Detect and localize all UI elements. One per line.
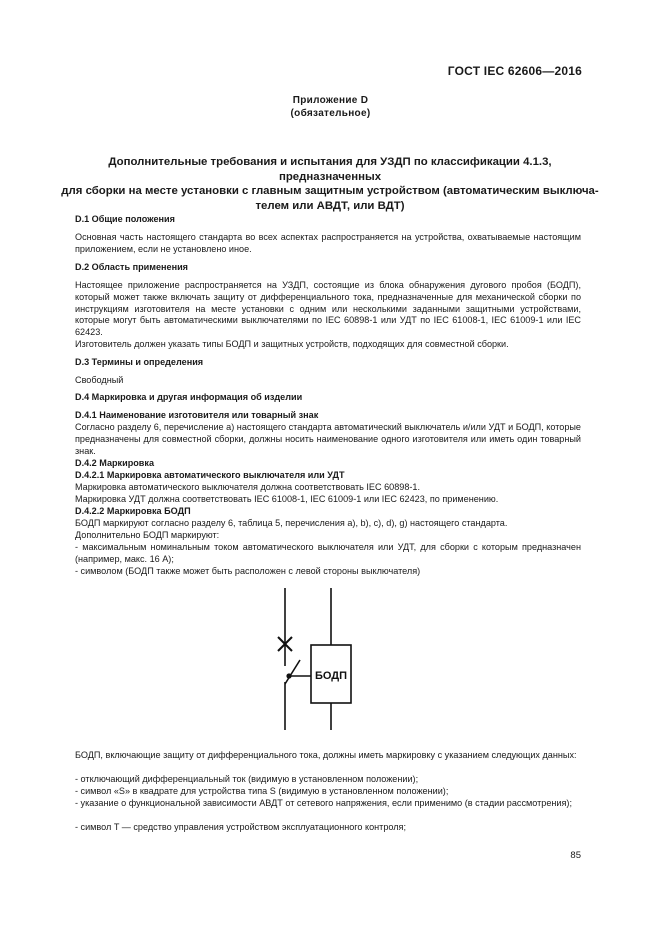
annex-title <box>60 155 600 213</box>
heading-d41: D.4.1 Наименование изготовителя или товарный знак <box>75 410 319 420</box>
paragraph-d41: Согласно разделу 6, перечисление а) настоящего стандарта автоматический выключатель и/или УДТ и БОДП, которые предназначены для совместной сборки, должны носить наименование одного изготовителя или иметь один товарный знак. <box>75 422 581 456</box>
list-item-residual-current: - отключающий дифференциальный ток (видимую в установленном положении); <box>75 774 419 784</box>
heading-d422: D.4.2.2 Маркировка БОДП <box>75 506 191 516</box>
heading-d1: D.1 Общие положения <box>75 214 175 224</box>
paragraph-d2-manufacturer: Изготовитель должен указать типы БОДП и защитных устройств, подходящих для совместной сборки. <box>75 339 509 349</box>
heading-d2: D.2 Область применения <box>75 262 188 272</box>
afdd-symbol-figure <box>260 584 370 734</box>
annex-status: (обязательное) <box>290 108 371 119</box>
heading-d3: D.3 Термины и определения <box>75 357 204 367</box>
list-item-voltage-dependence: - указание о функциональной зависимости АВДТ от сетевого напряжения, если применимо (в стадии рассмотрения); <box>75 798 572 808</box>
paragraph-d422-additional: Дополнительно БОДП маркируют: <box>75 530 220 540</box>
paragraph-d1: Основная часть настоящего стандарта во всех аспектах распространяется на устройства, охватываемые настоящим приложением, если не установлено иное. <box>75 232 581 254</box>
afdd-box-label: БОДП <box>314 670 348 682</box>
title-line-2: для сборки на месте установки с главным защитным устройством (автоматическим выключа- <box>61 185 599 198</box>
list-item-test-symbol: - символ T — средство управления устройством эксплуатационного контроля; <box>75 822 407 832</box>
title-line-3: телем или АВДТ, или ВДТ) <box>255 199 405 212</box>
switch-blade <box>285 660 300 684</box>
heading-d4: D.4 Маркировка и другая информация об изделии <box>75 392 303 402</box>
heading-d42: D.4.2 Маркировка <box>75 458 155 468</box>
page-number: 85 <box>570 850 581 861</box>
list-item-symbol: - символом (БОДП также может быть расположен с левой стороны выключателя) <box>75 566 421 576</box>
paragraph-d421-cb: Маркировка автоматического выключателя должна соответствовать IEC 60898-1. <box>75 482 420 492</box>
list-item-s-symbol: - символ «S» в квадрате для устройства типа S (видимую в установленном положении); <box>75 786 449 796</box>
document-code: ГОСТ IEC 62606—2016 <box>447 64 582 78</box>
annex-label: Приложение D <box>292 95 369 106</box>
paragraph-d3: Свободный <box>75 375 124 385</box>
heading-d421: D.4.2.1 Маркировка автоматического выключателя или УДТ <box>75 470 345 480</box>
paragraph-d421-rcd: Маркировка УДТ должна соответствовать IEC 61008-1, IEC 61009-1 или IEC 62423, по применению. <box>75 494 499 504</box>
title-line-1: Дополнительные требования и испытания для УЗДП по классификации 4.1.3, предназначенных <box>108 156 552 183</box>
paragraph-d2-scope: Настоящее приложение распространяется на УЗДП, состоящие из блока обнаружения дугового пробоя (БОДП), который может также включать защиту от дифференциального тока, предназначенные для механической сборки по инструкциям изготовителя на месте установки с одним или несколькими заданными защитными устройствами, которые могут быть автоматическими выключателями по IEC 60898-1 или УДТ по IEC 61008-1, IEC 61009-1 или IEC 62423. <box>75 280 581 338</box>
paragraph-d422-marking: БОДП маркируют согласно разделу 6, таблица 5, перечисления а), b), c), d), g) настоящего стандарта. <box>75 518 508 528</box>
list-item-max-current: - максимальным номинальным током автоматического выключателя или УДТ, для сборки с которым предназначен (например, макс. 16 А); <box>75 542 581 564</box>
paragraph-rcd-marking: БОДП, включающие защиту от дифференциального тока, должны иметь маркировку с указанием следующих данных: <box>75 750 577 760</box>
